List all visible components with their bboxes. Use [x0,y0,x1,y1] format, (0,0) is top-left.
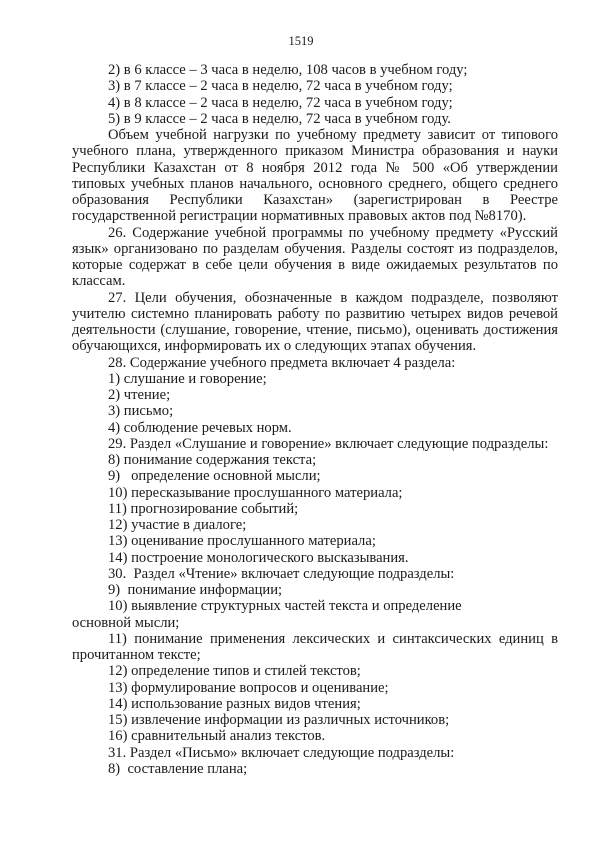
document-body [72,62,558,777]
section-30-item: 11) понимание применения лексических и синтаксических единиц в прочитанном тексте; [72,630,558,663]
section-30-item: 13) формулирование вопросов и оценивание; [108,679,389,696]
section-31-heading: 31. Раздел «Письмо» включает следующие подразделы: [108,744,455,761]
section-29-item: 11) прогнозирование событий; [108,500,299,517]
paragraph-volume: Объем учебной нагрузки по учебному предмету зависит от типового учебного плана, утвержденного приказом Министра образования и науки Республики Казахстан от 8 ноября 2012 года № 500 «Об утверждении типовых учебных планов начального, основного среднего, общего среднего образования Республики Казахстан» (зарегистрирован в Реестре государственной регистрации нормативных правовых актов под №8170). [72,127,558,225]
section-29-item: 10) пересказывание прослушанного материала; [108,484,403,501]
section-28-item: 1) слушание и говорение; [108,370,267,387]
section-30-item: 12) определение типов и стилей текстов; [108,663,361,680]
section-29-item: 8) понимание содержания текста; [108,452,317,468]
hours-line-8: 4) в 8 классе – 2 часа в неделю, 72 часа в учебном году; [108,94,453,111]
section-29-item: 14) построение монологического высказывания. [108,549,409,566]
hours-line-6: 2) в 6 классе – 3 часа в неделю, 108 часов в учебном году; [108,62,468,78]
section-30-item: 14) использование разных видов чтения; [108,695,361,712]
paragraph-26: 26. Содержание учебной программы по учебному предмету «Русский язык» организовано по разделам обучения. Разделы состоят из подразделов, которые содержат в себе цели обучения в виде ожидаемых результатов по классам. [72,224,558,290]
section-28-heading: 28. Содержание учебного предмета включает 4 раздела: [108,354,456,371]
section-29-item: 9) определение основной мысли; [108,468,321,485]
section-30-item: 15) извлечение информации из различных источников; [108,712,450,728]
section-28-item: 3) письмо; [108,403,174,420]
section-28-item: 4) соблюдение речевых норм. [108,419,292,436]
hours-line-7: 3) в 7 классе – 2 часа в неделю, 72 часа в учебном году; [108,78,453,95]
section-30-item: 10) выявление структурных частей текста и определение основной мысли; [72,598,462,631]
section-29-item: 13) оценивание прослушанного материала; [108,533,376,550]
section-29-heading: 29. Раздел «Слушание и говорение» включает следующие подразделы: [108,435,549,452]
section-29-item: 12) участие в диалоге; [108,517,247,533]
page-number: 1519 [288,34,314,48]
section-28-item: 2) чтение; [108,387,171,403]
hours-line-9: 5) в 9 классе – 2 часа в неделю, 72 часа в учебном году. [108,110,451,127]
section-30-item: 16) сравнительный анализ текстов. [108,728,326,745]
section-30-item: 9) понимание информации; [108,582,283,598]
section-31-item: 8) составление плана; [108,760,248,777]
section-30-heading: 30. Раздел «Чтение» включает следующие подразделы: [108,565,455,582]
paragraph-27: 27. Цели обучения, обозначенные в каждом подразделе, позволяют учителю системно планировать работу по развитию четырех видов речевой деятельности (слушание, говорение, чтение, письмо), оценивать достижения обучающихся, информировать их о следующих этапах обучения. [72,289,558,355]
